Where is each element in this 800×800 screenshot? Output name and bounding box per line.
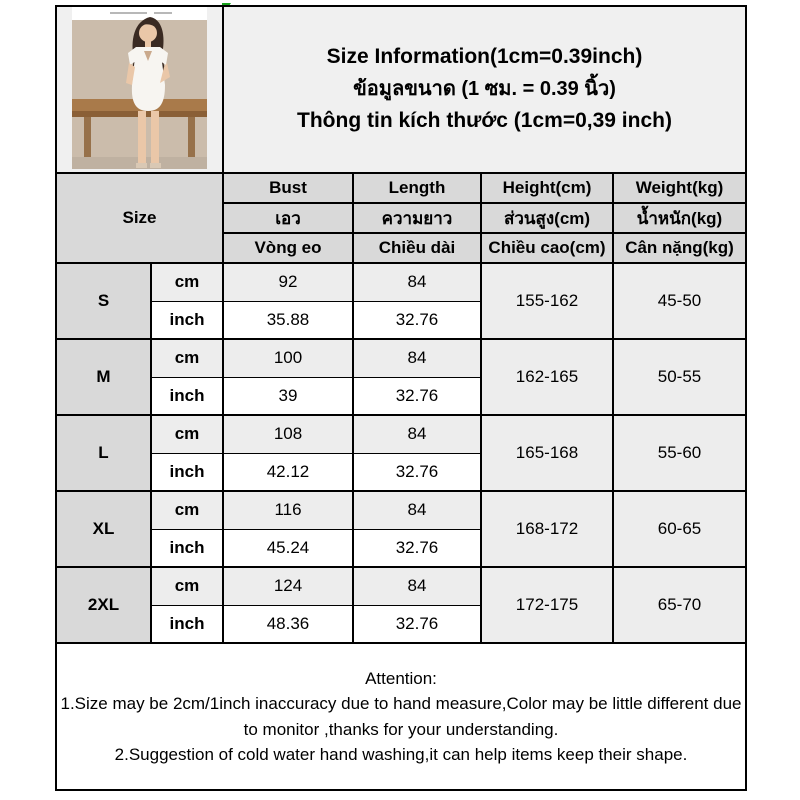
bust-cm-s: 92: [223, 263, 353, 301]
col-header-length-vi: Chiều dài: [353, 233, 481, 263]
attention-line-1: 1.Size may be 2cm/1inch inaccuracy due to hand measure,Color may be little different due to monitor ,thanks for your understanding.: [60, 694, 742, 739]
unit-label-cm: cm: [151, 491, 223, 529]
table-row: [56, 491, 746, 529]
attention-line-2: 2.Suggestion of cold water hand washing,it can help items keep their shape.: [114, 745, 688, 764]
table-row: [56, 415, 746, 453]
bust-inch-s: 35.88: [223, 301, 353, 339]
unit-label-cm: cm: [151, 567, 223, 605]
bust-inch-m: 39: [223, 377, 353, 415]
product-photo: [57, 7, 222, 172]
unit-label-cm: cm: [151, 339, 223, 377]
table-row: [56, 339, 746, 377]
unit-label-inch: inch: [151, 377, 223, 415]
attention-note: [56, 643, 746, 790]
unit-label-inch: inch: [151, 453, 223, 491]
col-header-bust-vi: Vòng eo: [223, 233, 353, 263]
height-l: 165-168: [481, 415, 613, 491]
col-header-weight-vi: Cân nặng(kg): [613, 233, 746, 263]
table-row: [56, 263, 746, 301]
weight-m: 50-55: [613, 339, 746, 415]
height-xl: 168-172: [481, 491, 613, 567]
length-inch-2xl: 32.76: [353, 605, 481, 643]
weight-s: 45-50: [613, 263, 746, 339]
weight-l: 55-60: [613, 415, 746, 491]
unit-label-inch: inch: [151, 529, 223, 567]
product-photo-illustration: [72, 7, 207, 169]
col-header-height-th: ส่วนสูง(cm): [481, 203, 613, 233]
col-header-weight-en: Weight(kg): [613, 173, 746, 203]
col-header-weight-th: น้ำหนัก(kg): [613, 203, 746, 233]
unit-label-inch: inch: [151, 301, 223, 339]
size-label-2xl: 2XL: [56, 567, 151, 643]
bust-inch-l: 42.12: [223, 453, 353, 491]
length-cm-s: 84: [353, 263, 481, 301]
weight-2xl: 65-70: [613, 567, 746, 643]
title-thai: ข้อมูลขนาด (1 ซม. = 0.39 นิ้ว): [353, 78, 616, 100]
bust-cm-xl: 116: [223, 491, 353, 529]
height-s: 155-162: [481, 263, 613, 339]
length-cm-2xl: 84: [353, 567, 481, 605]
bust-cm-2xl: 124: [223, 567, 353, 605]
size-chart-sheet: [55, 5, 747, 791]
unit-label-cm: cm: [151, 415, 223, 453]
unit-label-cm: cm: [151, 263, 223, 301]
table-row: [56, 567, 746, 605]
bust-cm-l: 108: [223, 415, 353, 453]
weight-xl: 60-65: [613, 491, 746, 567]
size-label-m: M: [56, 339, 151, 415]
title-vietnamese: Thông tin kích thước (1cm=0,39 inch): [297, 109, 672, 132]
length-inch-l: 32.76: [353, 453, 481, 491]
size-chart-table: [55, 5, 747, 791]
col-header-bust-th: เอว: [223, 203, 353, 233]
col-header-height-vi: Chiều cao(cm): [481, 233, 613, 263]
height-2xl: 172-175: [481, 567, 613, 643]
length-inch-m: 32.76: [353, 377, 481, 415]
col-header-height-en: Height(cm): [481, 173, 613, 203]
length-inch-xl: 32.76: [353, 529, 481, 567]
unit-label-inch: inch: [151, 605, 223, 643]
length-inch-s: 32.76: [353, 301, 481, 339]
col-header-length-th: ความยาว: [353, 203, 481, 233]
height-m: 162-165: [481, 339, 613, 415]
col-header-bust-en: Bust: [223, 173, 353, 203]
length-cm-m: 84: [353, 339, 481, 377]
length-cm-xl: 84: [353, 491, 481, 529]
bust-cm-m: 100: [223, 339, 353, 377]
size-label-l: L: [56, 415, 151, 491]
attention-heading: Attention:: [365, 668, 437, 688]
product-image-cell: [56, 6, 223, 173]
col-header-length-en: Length: [353, 173, 481, 203]
bust-inch-2xl: 48.36: [223, 605, 353, 643]
size-header: Size: [56, 173, 223, 263]
size-label-s: S: [56, 263, 151, 339]
title-english: Size Information(1cm=0.39inch): [326, 45, 643, 69]
size-label-xl: XL: [56, 491, 151, 567]
length-cm-l: 84: [353, 415, 481, 453]
bust-inch-xl: 45.24: [223, 529, 353, 567]
size-info-title-cell: [223, 6, 746, 173]
